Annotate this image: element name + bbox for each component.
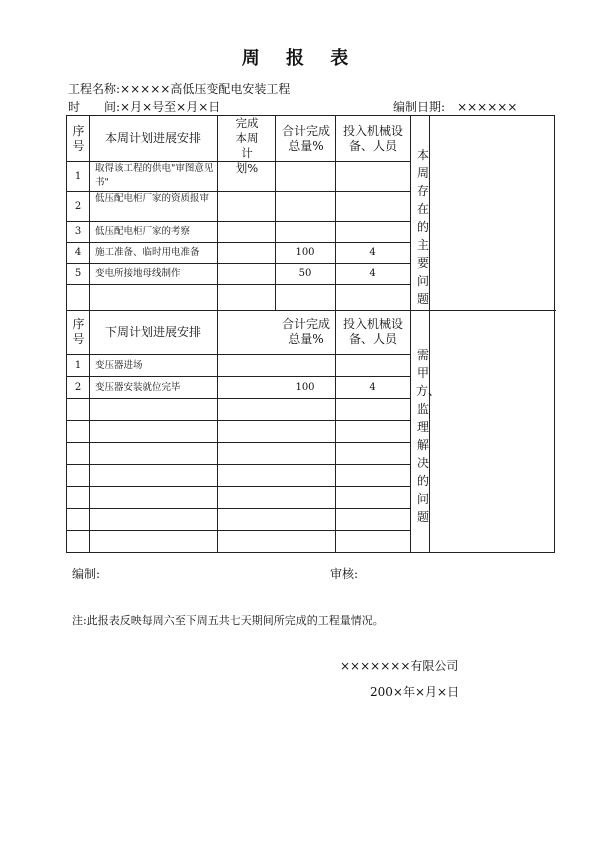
- header-total-completion: 合计完成总量%: [281, 317, 330, 346]
- project-label: 工程名称:: [68, 82, 121, 96]
- compiler-label: 编制:: [72, 567, 101, 581]
- header-issues-to-resolve: 需甲方、监理解决的问题: [416, 348, 441, 524]
- row-total-percent: 100: [295, 382, 315, 393]
- reviewer-label: 审核:: [330, 567, 359, 581]
- row-task: 变电所接地母线制作: [95, 268, 181, 279]
- grid-line: [67, 284, 411, 285]
- header-resources: 投入机械设备、人员: [343, 124, 404, 153]
- row-total-percent: 100: [295, 247, 315, 258]
- row-task: 变压器进场: [95, 360, 143, 371]
- header-total-completion: 合计完成总量%: [281, 124, 330, 153]
- grid-line: [67, 486, 411, 487]
- row-task: 变压器安装就位完毕: [95, 382, 181, 393]
- grid-line: [67, 354, 411, 355]
- grid-line: [67, 420, 411, 421]
- row-resources: 4: [369, 247, 376, 258]
- header-resources: 投入机械设备、人员: [343, 317, 404, 346]
- row-seq: 2: [74, 382, 82, 393]
- grid-line: [335, 116, 336, 553]
- grid-line: [410, 116, 411, 553]
- report-title: 周 报 表: [241, 48, 359, 69]
- row-task: 取得该工程的供电"审图意见书": [95, 163, 214, 188]
- header-next-week-plan: 下周计划进展安排: [104, 325, 201, 339]
- row-seq: 3: [74, 226, 82, 237]
- project-name: ×××××高低压变配电安装工程: [120, 82, 291, 96]
- header-this-week-plan: 本周计划进展安排: [104, 131, 201, 145]
- grid-line: [67, 376, 411, 377]
- company-name: ×××××××有限公司: [340, 659, 459, 673]
- section-divider: [67, 310, 556, 311]
- row-seq: 1: [74, 360, 82, 371]
- grid-line: [67, 398, 411, 399]
- row-seq: 4: [74, 247, 82, 258]
- footnote: 注:此报表反映每周六至下周五共七天期间所完成的工程量情况。: [72, 614, 384, 627]
- signature-date: 200×年×月×日: [370, 685, 460, 699]
- header-seq: 序号: [72, 317, 85, 346]
- header-seq: 序号: [72, 124, 85, 153]
- row-resources: 4: [369, 268, 376, 279]
- row-seq: 5: [74, 268, 82, 279]
- date-value: ××××××: [457, 100, 518, 114]
- weekly-report-table: [66, 115, 555, 553]
- header-week-completion: 完成本周计划%: [235, 116, 259, 175]
- grid-line: [67, 242, 411, 243]
- grid-line: [217, 116, 218, 553]
- grid-line: [67, 464, 411, 465]
- grid-line: [67, 263, 411, 264]
- header-this-week-issues: 本周存在的主要问题: [416, 148, 429, 306]
- time-value: ×月×号至×月×日: [120, 100, 221, 114]
- row-resources: 4: [369, 382, 376, 393]
- time-line: [68, 98, 220, 115]
- date-label: 编制日期:: [393, 100, 446, 114]
- grid-line: [67, 508, 411, 509]
- row-total-percent: 50: [298, 268, 312, 279]
- row-seq: 2: [74, 201, 82, 212]
- grid-line: [67, 442, 411, 443]
- time-label: 时 间:: [68, 100, 121, 114]
- compile-date-line: [393, 98, 517, 115]
- row-task: 施工准备、临时用电准备: [95, 247, 200, 258]
- row-seq: 1: [74, 171, 82, 182]
- grid-line: [67, 221, 411, 222]
- row-task: 低压配电柜厂家的考察: [95, 226, 191, 237]
- grid-line: [67, 530, 411, 531]
- row-task: 低压配电柜厂家的资质报审: [95, 193, 210, 204]
- project-name-line: [68, 80, 290, 97]
